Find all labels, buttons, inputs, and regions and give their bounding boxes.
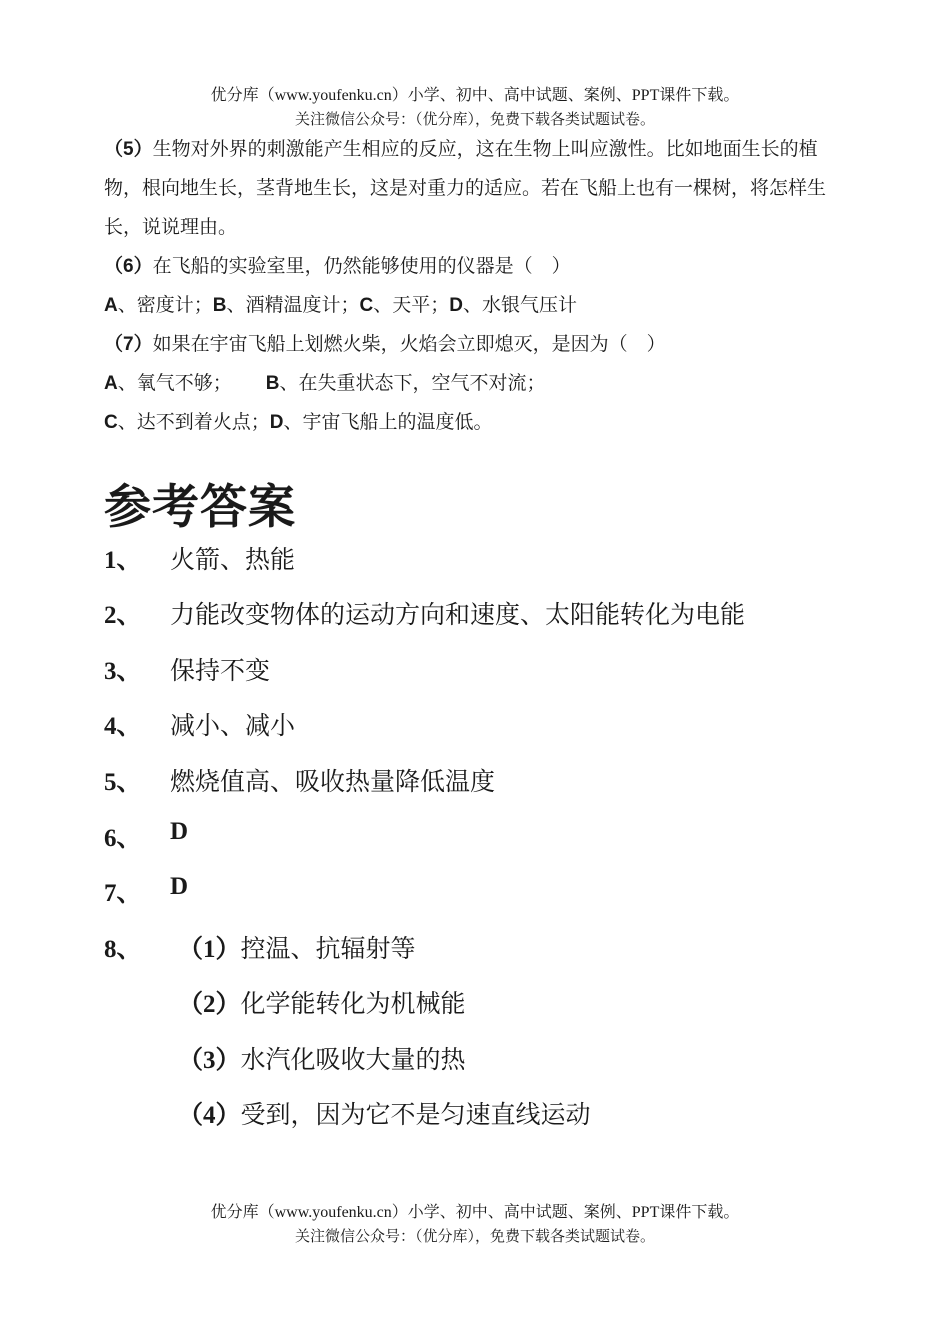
answer-number: 6、 bbox=[104, 825, 142, 852]
answer-number: 4、 bbox=[104, 713, 142, 740]
answer-text: 保持不变 bbox=[170, 656, 271, 685]
sub-text: 水汽化吸收大量的热 bbox=[240, 1045, 466, 1074]
option-letter: C bbox=[104, 412, 118, 433]
answer-number: 5、 bbox=[104, 769, 142, 796]
question-5 bbox=[104, 130, 849, 247]
option-text: 、酒精温度计； bbox=[226, 294, 360, 316]
question-5-text: 生物对外界的刺激能产生相应的反应，这在生物上叫应激性。比如地面生长的植物，根向地生长，茎背地生长，这是对重力的适应。若在飞船上也有一棵树，将怎样生长，说说理由。 bbox=[104, 138, 827, 238]
option-text: 、在失重状态下，空气不对流； bbox=[279, 372, 546, 394]
question-7-options-ab bbox=[104, 364, 849, 403]
page-footer bbox=[0, 1201, 950, 1249]
option-letter: A bbox=[104, 295, 118, 316]
question-7-options-cd bbox=[104, 403, 849, 442]
question-7-text: 如果在宇宙飞船上划燃火柴，火焰会立即熄灭，是因为（ ） bbox=[152, 333, 666, 355]
question-7 bbox=[104, 325, 849, 364]
answer-8-sub-item bbox=[178, 984, 466, 1020]
question-6-number: （6） bbox=[104, 256, 153, 277]
header-line-2: 关注微信公众号：（优分库），免费下载各类试题试卷。 bbox=[294, 112, 655, 128]
answers-title: 参考答案 bbox=[104, 480, 296, 535]
answer-8-sub-item bbox=[178, 1095, 591, 1131]
question-7-number: （7） bbox=[104, 334, 153, 355]
answer-text: 力能改变物体的运动方向和速度、太阳能转化为电能 bbox=[170, 600, 746, 629]
sub-number: （4） bbox=[178, 1102, 241, 1129]
footer-line-2: 关注微信公众号：（优分库），免费下载各类试题试卷。 bbox=[294, 1229, 655, 1245]
answer-text: 减小、减小 bbox=[170, 711, 296, 740]
option-text: 、宇宙飞船上的温度低。 bbox=[283, 411, 493, 433]
option-text: 、密度计； bbox=[117, 294, 213, 316]
sub-text: 控温、抗辐射等 bbox=[240, 934, 416, 963]
question-block bbox=[104, 130, 849, 442]
option-letter: B bbox=[265, 373, 280, 394]
option-letter: D bbox=[449, 295, 463, 316]
answer-8-sub-item bbox=[178, 929, 416, 965]
option-text: 、天平； bbox=[373, 294, 450, 316]
sub-text: 化学能转化为机械能 bbox=[240, 989, 466, 1018]
sub-number: （1） bbox=[178, 936, 241, 963]
answer-number: 8、 bbox=[104, 936, 142, 963]
answer-number: 2、 bbox=[104, 602, 142, 629]
option-letter: A bbox=[104, 373, 118, 394]
option-letter: C bbox=[359, 295, 374, 316]
question-5-number: （5） bbox=[104, 139, 153, 160]
answer-text: D bbox=[170, 818, 189, 845]
sub-text: 受到，因为它不是匀速直线运动 bbox=[240, 1100, 591, 1129]
page-header bbox=[0, 84, 950, 132]
option-letter: B bbox=[212, 295, 227, 316]
question-6-text: 在飞船的实验室里，仍然能够使用的仪器是（ ） bbox=[152, 255, 571, 277]
answer-text: 火箭、热能 bbox=[170, 545, 296, 574]
option-text: 、水银气压计 bbox=[462, 294, 577, 316]
answer-8-sub-item bbox=[178, 1040, 466, 1076]
answer-number: 1、 bbox=[104, 547, 142, 574]
sub-number: （2） bbox=[178, 991, 241, 1018]
question-6 bbox=[104, 247, 849, 286]
header-line-1: 优分库（www.youfenku.cn）小学、初中、高中试题、案例、PPT课件下载。 bbox=[210, 87, 740, 104]
option-letter: D bbox=[269, 412, 284, 433]
answer-text: 燃烧值高、吸收热量降低温度 bbox=[170, 767, 496, 796]
sub-number: （3） bbox=[178, 1047, 241, 1074]
answer-text: D bbox=[170, 873, 189, 900]
answer-number: 7、 bbox=[104, 880, 142, 907]
option-text: 、达不到着火点； bbox=[117, 411, 270, 433]
footer-line-1: 优分库（www.youfenku.cn）小学、初中、高中试题、案例、PPT课件下载。 bbox=[210, 1204, 740, 1221]
answer-number: 3、 bbox=[104, 658, 142, 685]
question-6-options bbox=[104, 286, 849, 325]
option-text: 、氧气不够； bbox=[117, 372, 232, 394]
